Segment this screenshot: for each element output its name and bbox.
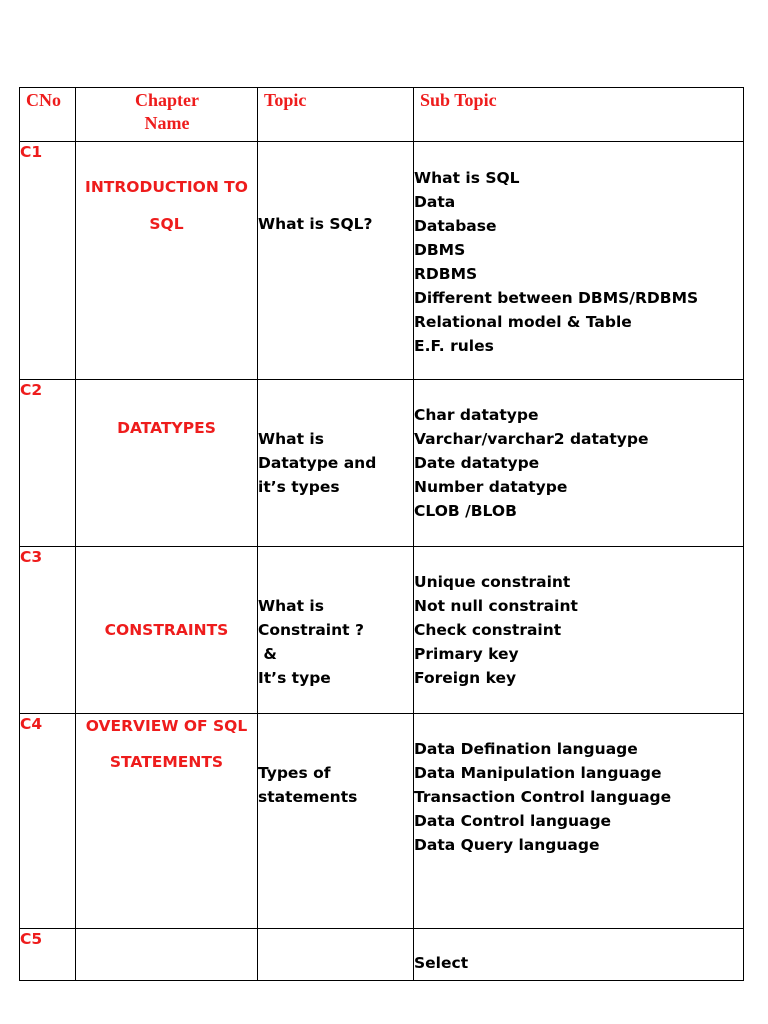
- sub-topic-item: E.F. rules: [414, 337, 494, 355]
- header-row: [20, 88, 744, 142]
- table-row: [20, 547, 744, 714]
- sub-topic-item: Relational model & Table: [414, 313, 632, 331]
- topic-line: it’s types: [258, 478, 340, 496]
- header-chapter-line1: Chapter: [135, 90, 199, 110]
- sub-topic-item: Select: [414, 954, 469, 972]
- table-row: [20, 714, 744, 929]
- topic-line: What is: [258, 430, 324, 448]
- syllabus-table: [19, 87, 744, 981]
- sub-topic-cell: [414, 929, 744, 981]
- cno-cell: C2: [20, 380, 76, 547]
- topic-cell: [258, 929, 414, 981]
- topic-line: statements: [258, 788, 358, 806]
- sub-topic-item: Char datatype: [414, 406, 539, 424]
- chapter-name-cell: [76, 142, 258, 380]
- sub-topic-item: Date datatype: [414, 454, 540, 472]
- chapter-name-line: CONSTRAINTS: [104, 621, 229, 639]
- sub-topic-item: What is SQL: [414, 169, 520, 187]
- cno-cell: C5: [20, 929, 76, 981]
- topic-cell: [258, 142, 414, 380]
- chapter-name-cell: [76, 380, 258, 547]
- topic-line: What is: [258, 597, 324, 615]
- topic-cell: [258, 714, 414, 929]
- chapter-name-cell: [76, 929, 258, 981]
- topic-line: &: [258, 645, 277, 663]
- sub-topic-cell: [414, 547, 744, 714]
- chapter-name-line: OVERVIEW OF SQL: [85, 717, 248, 735]
- sub-topic-item: RDBMS: [414, 265, 478, 283]
- sub-topic-item: Different between DBMS/RDBMS: [414, 289, 699, 307]
- topic-cell: [258, 547, 414, 714]
- chapter-name-cell: [76, 714, 258, 929]
- header-topic-label: Topic: [264, 90, 307, 110]
- sub-topic-cell: [414, 380, 744, 547]
- sub-topic-item: Not null constraint: [414, 597, 578, 615]
- header-sub-topic: [414, 88, 744, 142]
- table-row: [20, 380, 744, 547]
- header-sub-topic-label: Sub Topic: [420, 90, 497, 110]
- sub-topic-item: Data: [414, 193, 456, 211]
- sub-topic-cell: [414, 714, 744, 929]
- cno-cell: C4: [20, 714, 76, 929]
- sub-topic-item: CLOB /BLOB: [414, 502, 517, 520]
- cno-cell: C3: [20, 547, 76, 714]
- topic-cell: [258, 380, 414, 547]
- table-row: [20, 142, 744, 380]
- sub-topic-item: Primary key: [414, 645, 519, 663]
- sub-topic-item: Transaction Control language: [414, 788, 672, 806]
- table-row: [20, 929, 744, 981]
- sub-topic-item: Data Manipulation language: [414, 764, 662, 782]
- sub-topic-cell: [414, 142, 744, 380]
- chapter-name-cell: [76, 547, 258, 714]
- header-topic: [258, 88, 414, 142]
- cno-cell: C1: [20, 142, 76, 380]
- sub-topic-item: Data Defination language: [414, 740, 638, 758]
- chapter-name-line: STATEMENTS: [109, 753, 224, 771]
- sub-topic-item: Number datatype: [414, 478, 568, 496]
- sub-topic-item: Varchar/varchar2 datatype: [414, 430, 649, 448]
- header-chapter-label: [76, 88, 257, 135]
- chapter-name-line: DATATYPES: [117, 419, 216, 437]
- topic-line: What is SQL?: [258, 215, 373, 233]
- sub-topic-item: Data Query language: [414, 836, 600, 854]
- chapter-name-line: INTRODUCTION TO: [85, 178, 248, 196]
- sub-topic-item: Data Control language: [414, 812, 612, 830]
- header-cno: [20, 88, 76, 142]
- sub-topic-item: Check constraint: [414, 621, 562, 639]
- topic-line: Datatype and: [258, 454, 377, 472]
- topic-line: Constraint ?: [258, 621, 364, 639]
- header-cno-label: CNo: [26, 90, 61, 110]
- header-chapter-line2: Name: [144, 113, 190, 133]
- sub-topic-item: Database: [414, 217, 497, 235]
- chapter-name-line: SQL: [149, 215, 184, 233]
- topic-line: Types of: [258, 764, 331, 782]
- topic-line: It’s type: [258, 669, 331, 687]
- header-chapter-name: [76, 88, 258, 142]
- sub-topic-item: Foreign key: [414, 669, 517, 687]
- sub-topic-item: DBMS: [414, 241, 466, 259]
- sub-topic-item: Unique constraint: [414, 573, 571, 591]
